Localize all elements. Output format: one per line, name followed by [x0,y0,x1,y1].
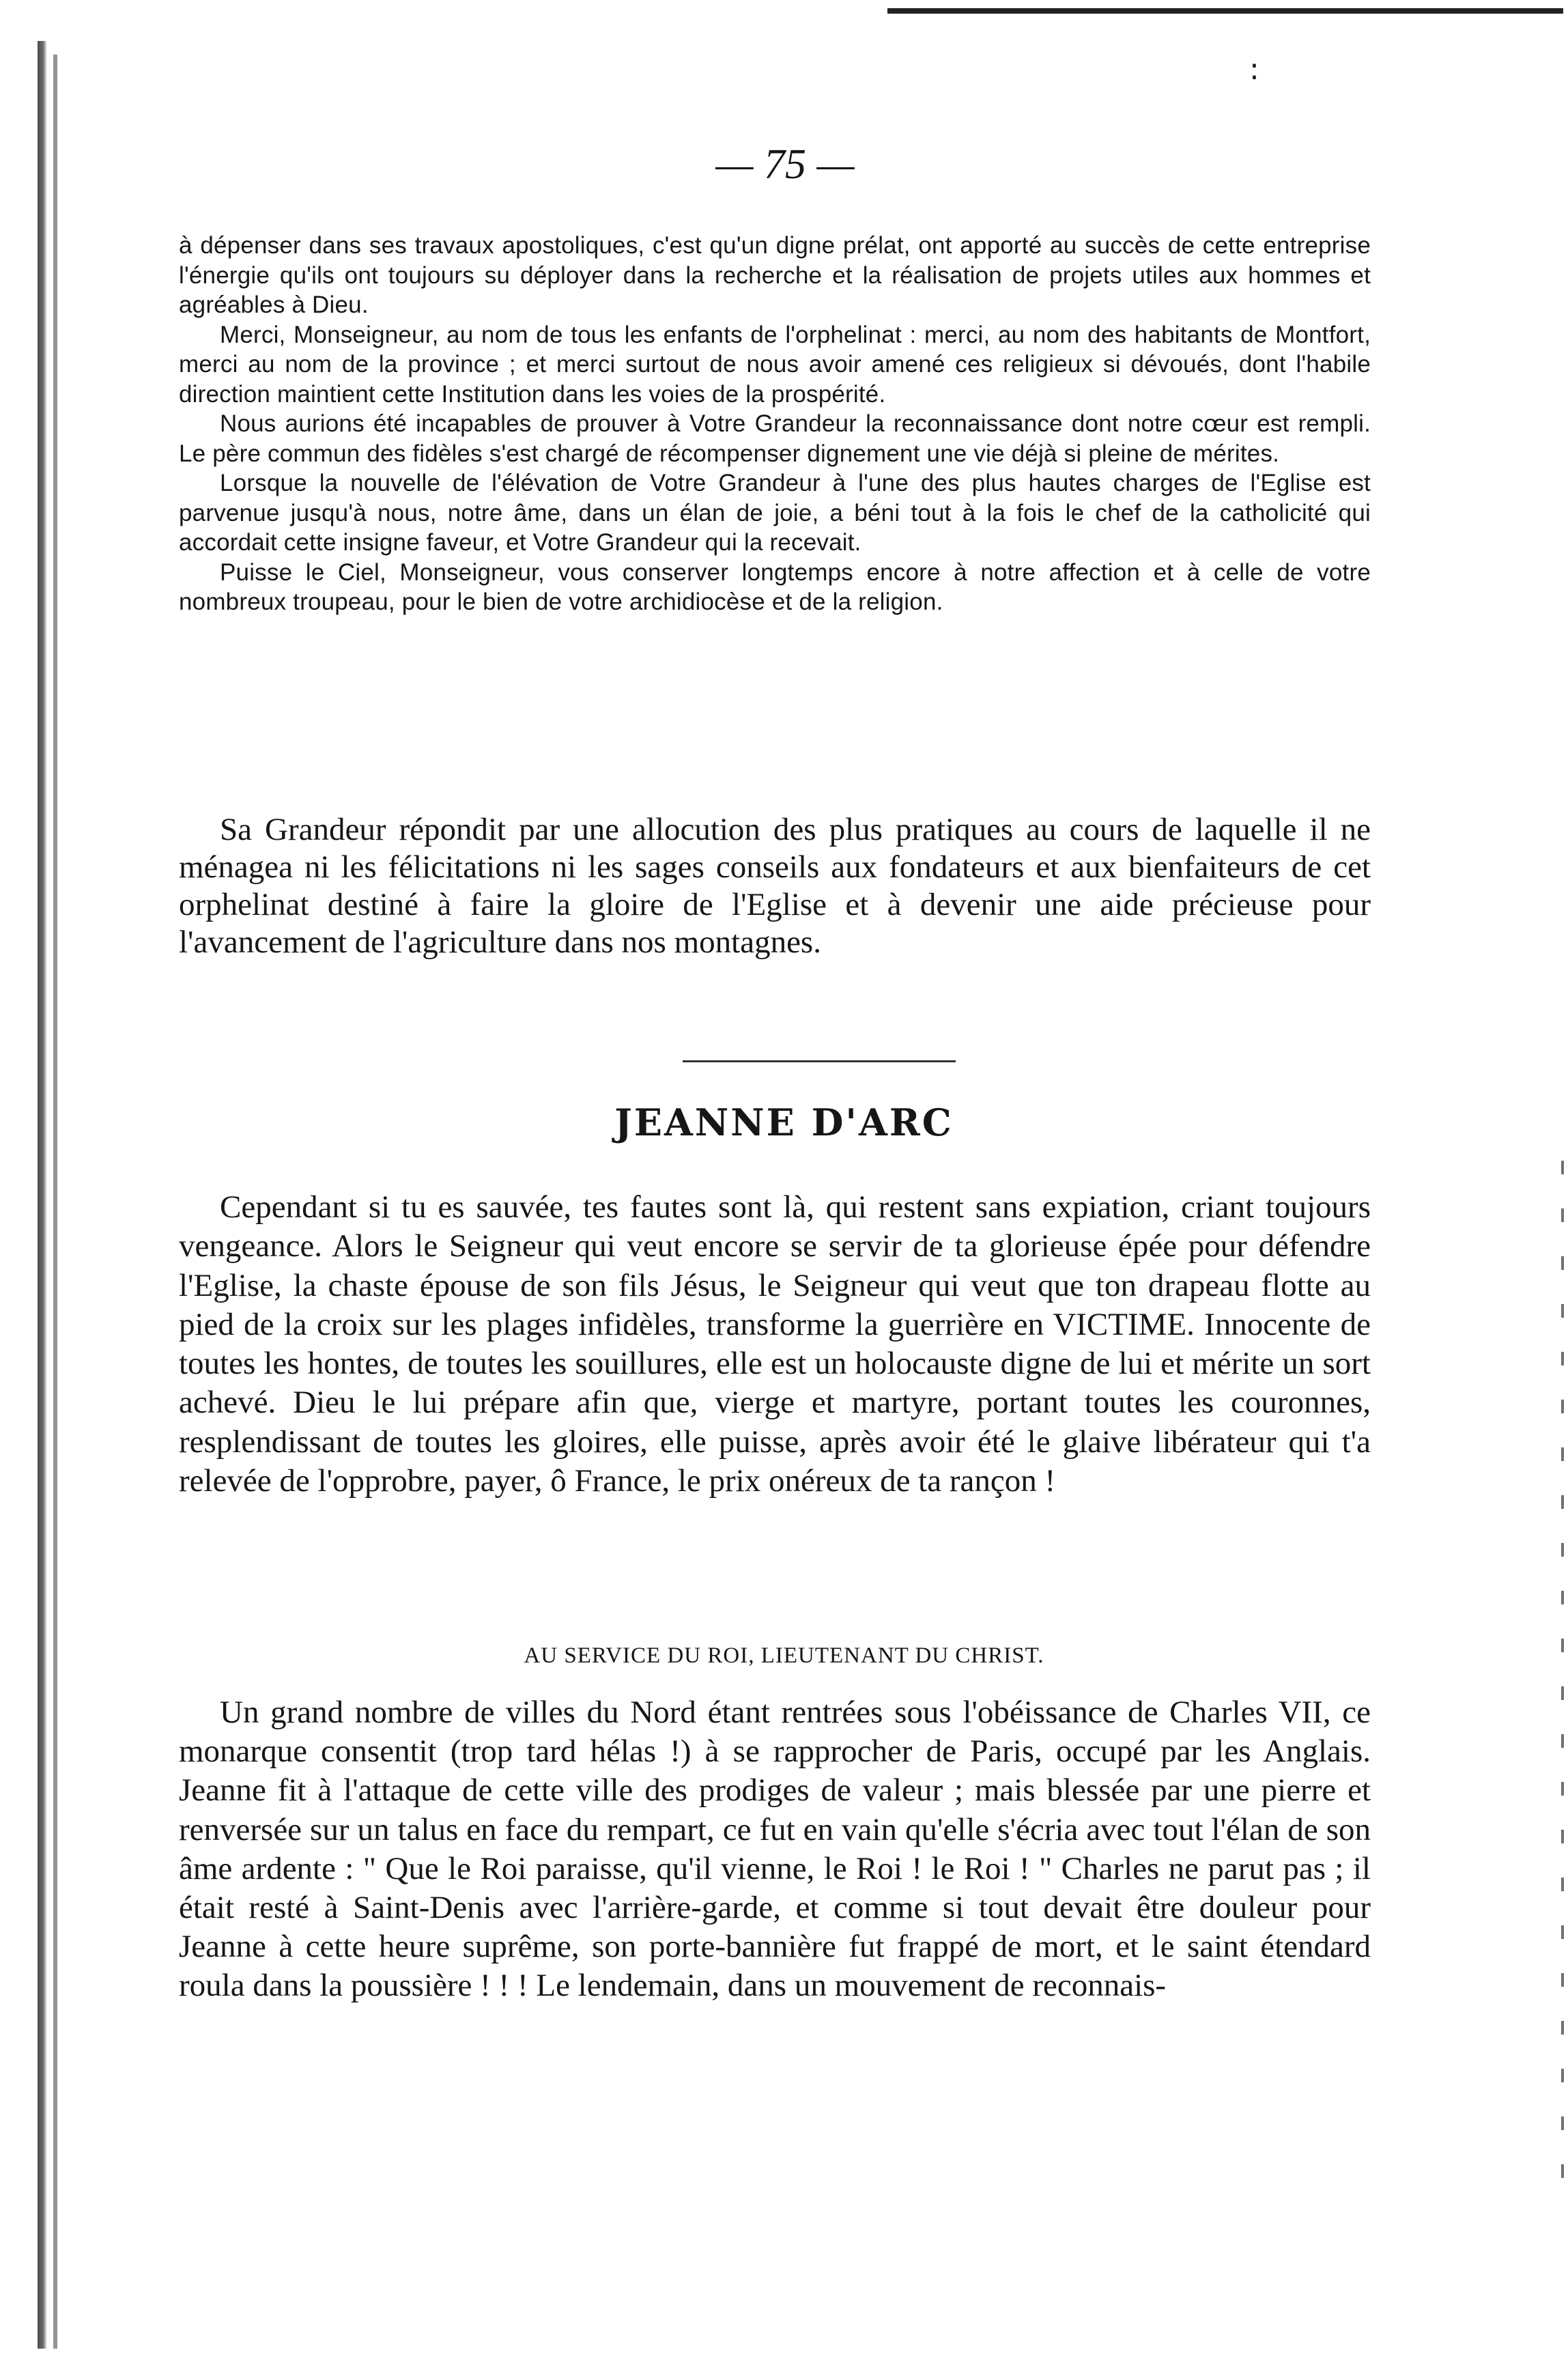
stray-mark: : [1249,52,1259,87]
scan-binding-shadow [38,41,47,2349]
letter-paragraph: à dépenser dans ses travaux apostoliques, c'est qu'un digne prélat, ont apporté au succès de cette entreprise l'énergie qu'ils ont toujours su déployer dans la recherche et la réalisation de projets utiles aux hommes et agréables à Dieu. [179,232,1371,318]
subheading: AU SERVICE DU ROI, LIEUTENANT DU CHRIST. [524,1643,1044,1668]
scan-binding-line [53,55,57,2349]
section-text-block [179,1188,1371,1501]
letter-paragraph: Merci, Monseigneur, au nom de tous les enfants de l'orphelinat : merci, au nom des habitants de Montfort, merci au nom de la province ; et merci surtout de nous avoir amené ces religieux si dévoués, dont l'habile direction maintient cette Institution dans les voies de la prospérité. [179,321,1371,408]
response-text-block [179,811,1371,961]
letter-text-block [179,231,1371,617]
section-title: JEANNE D'ARC [614,1101,954,1144]
final-text-block [179,1693,1371,2006]
section-divider [683,1060,956,1062]
response-paragraph: Sa Grandeur répondit par une allocution des plus pratiques au cours de laquelle il ne ménagea ni les félicitations ni les sages conseils aux fondateurs et aux bienfaiteurs de cet orphelinat destiné à faire la gloire de l'Eglise et à devenir une aide précieuse pour l'avancement de l'agriculture dans nos montagnes. [179,812,1371,960]
page-number: — 75 — [715,141,855,188]
section-paragraph: Cependant si tu es sauvée, tes fautes sont là, qui restent sans expiation, criant toujours vengeance. Alors le Seigneur qui veut encore se servir de ta glorieuse épée pour défendre l'Eglise, la chaste épouse de son fils Jésus, le Seigneur qui veut que ton drapeau flotte au pied de la croix sur les plages infidèles, transforme la guerrière en VICTIME. Innocente de toutes les hontes, de toutes les souillures, elle est un holocauste digne de lui et mérite un sort achevé. Dieu le lui prépare afin que, vierge et martyre, portant toutes les couronnes, resplendissant de toutes les gloires, elle puisse, après avoir été le glaive libérateur qui t'a relevée de l'opprobre, payer, ô France, le prix onéreux de ta rançon ! [179,1189,1371,1499]
scan-top-edge-rule [887,8,1563,14]
scan-right-edge-marks [1561,1161,1564,2185]
letter-paragraph: Nous aurions été incapables de prouver à Votre Grandeur la reconnaissance dont notre cœur est rempli. Le père commun des fidèles s'est chargé de récompenser dignement une vie déjà si pleine de mérites. [179,410,1371,467]
final-paragraph: Un grand nombre de villes du Nord étant rentrées sous l'obéissance de Charles VII, ce monarque consentit (trop tard hélas !) à se rapprocher de Paris, occupé par les Anglais. Jeanne fit à l'attaque de cette ville des prodiges de valeur ; mais blessée par une pierre et renversée sur un talus en face du rempart, ce fut en vain qu'elle s'écria avec tout l'élan de son âme ardente : " Que le Roi paraisse, qu'il vienne, le Roi ! le Roi ! " Charles ne parut pas ; il était resté à Saint-Denis avec l'arrière-garde, et comme si tout devait être douleur pour Jeanne à cette heure suprême, son porte-bannière fut frappé de mort, et le saint étendard roula dans la poussière ! ! ! Le lendemain, dans un mouvement de reconnais- [179,1695,1371,2004]
letter-paragraph: Lorsque la nouvelle de l'élévation de Votre Grandeur à l'une des plus hautes charges de l'Eglise est parvenue jusqu'à nous, notre âme, dans un élan de joie, a béni tout à la fois le chef de la catholicité qui accordait cette insigne faveur, et Votre Grandeur qui la recevait. [179,470,1371,556]
letter-paragraph: Puisse le Ciel, Monseigneur, vous conserver longtemps encore à notre affection et à celle de votre nombreux troupeau, pour le bien de votre archidiocèse et de la religion. [179,558,1371,615]
